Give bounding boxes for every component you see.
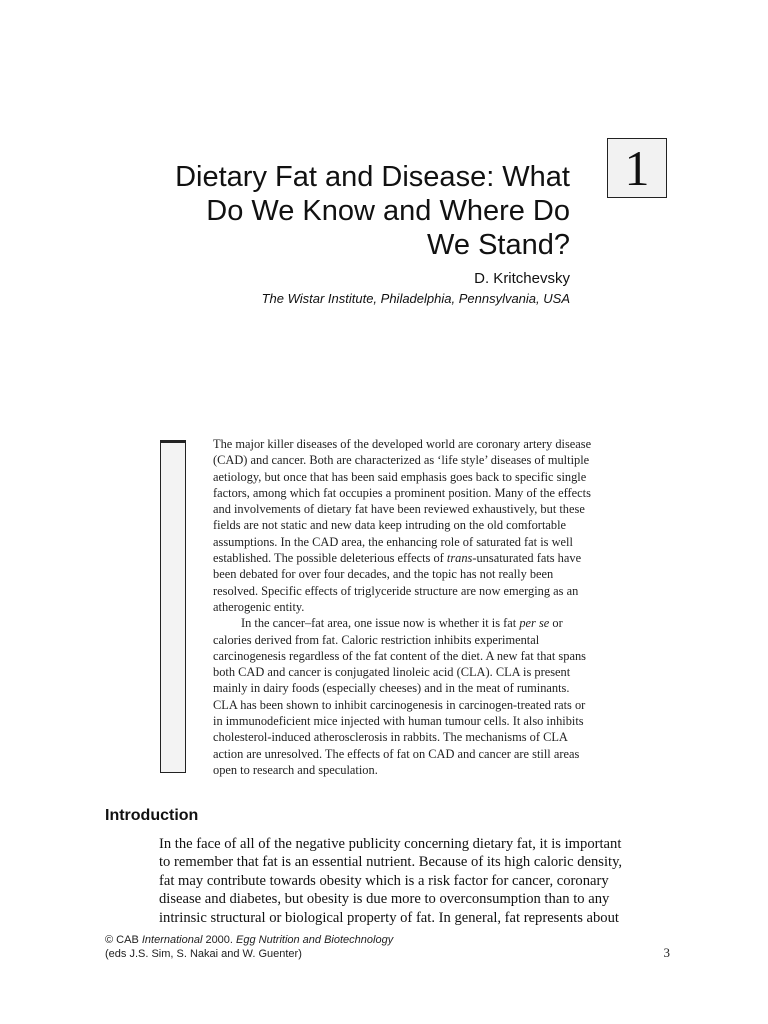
title-line-3: We Stand? <box>427 229 570 261</box>
footer-italic: International <box>141 934 203 946</box>
abstract-text: -unsaturated fats have <box>472 551 582 566</box>
abstract-line: been debated for over four decades, and the topic has not really been <box>213 567 554 582</box>
abstract-marker-bar <box>160 440 186 773</box>
copyright-footer <box>105 933 393 961</box>
abstract-italic-trans: trans <box>446 551 473 566</box>
abstract-line: cholesterol-induced atherosclerosis in rabbits. The mechanisms of CLA <box>213 730 568 745</box>
chapter-number-box <box>607 138 667 198</box>
body-line: to remember that fat is an essential nutrient. Because of its high caloric density, <box>159 854 623 871</box>
abstract-paragraph-2 <box>213 615 663 778</box>
author-affiliation: The Wistar Institute, Philadelphia, Pennsylvania, USA <box>261 291 570 306</box>
abstract-line: calories derived from fat. Caloric restriction inhibits experimental <box>213 632 540 647</box>
abstract-text: In the cancer–fat area, one issue now is whether it is fat <box>241 616 520 631</box>
abstract-line <box>213 615 663 631</box>
abstract-text: or <box>549 616 563 631</box>
abstract-line: The major killer diseases of the developed world are coronary artery disease <box>213 437 592 451</box>
abstract-line: fields are not static and new data keep intruding on the old comfortable <box>213 518 567 533</box>
chapter-number: 1 <box>624 140 650 196</box>
abstract-line: factors, among which fat occupies a prominent position. Many of the effects <box>213 485 591 500</box>
abstract <box>213 436 663 778</box>
abstract-line: action are unresolved. The effects of fat on CAD and cancer are still areas <box>213 746 580 761</box>
abstract-line: resolved. Specific effects of triglyceride structure are now emerging as an <box>213 583 579 598</box>
body-line: intrinsic structural or biological property of fat. In general, fat represents about <box>159 909 619 926</box>
body-line: In the face of all of the negative publicity concerning dietary fat, it is important <box>159 836 622 852</box>
introduction-paragraph <box>159 835 671 927</box>
footer-text: © CAB <box>105 934 142 946</box>
author-name: D. Kritchevsky <box>474 270 570 287</box>
abstract-line: atherogenic entity. <box>213 599 305 614</box>
abstract-text: established. The possible deleterious effects of <box>213 551 447 566</box>
body-line: disease and diabetes, but obesity is due more to overconsumption than to any <box>159 891 610 908</box>
abstract-line: (CAD) and cancer. Both are characterized as ‘life style’ diseases of multiple <box>213 453 590 468</box>
footer-text: 2000. <box>202 934 237 946</box>
abstract-paragraph-1 <box>213 436 663 615</box>
abstract-line: aetiology, but once that has been said emphasis goes back to specific single <box>213 469 587 484</box>
abstract-line <box>213 550 663 566</box>
footer-line-1 <box>105 933 393 947</box>
abstract-line: carcinogenesis regardless of the fat content of the diet. A new fat that spans <box>213 648 586 663</box>
abstract-line: CLA has been shown to inhibit carcinogenesis in carcinogen-treated rats or <box>213 697 586 712</box>
footer-line-2: (eds J.S. Sim, S. Nakai and W. Guenter) <box>105 948 302 960</box>
abstract-italic-per-se: per se <box>519 616 550 631</box>
title-line-1: Dietary Fat and Disease: What <box>175 161 570 193</box>
abstract-line: mainly in dairy foods (especially cheeses) and in the meat of ruminants. <box>213 681 570 696</box>
footer-book-title: Egg Nutrition and Biotechnology <box>236 934 394 946</box>
abstract-line: and involvements of dietary fat have been reviewed exhaustively, but these <box>213 502 585 517</box>
abstract-line: in immunodeficient mice injected with human tumour cells. It also inhibits <box>213 714 584 729</box>
abstract-line: both CAD and cancer is conjugated linoleic acid (CLA). CLA is present <box>213 665 571 680</box>
abstract-line: open to research and speculation. <box>213 762 378 777</box>
body-line: fat may contribute towards obesity which is a risk factor for cancer, coronary <box>159 872 609 889</box>
chapter-title <box>150 160 570 262</box>
abstract-line: assumptions. In the CAD area, the enhancing role of saturated fat is well <box>213 534 573 549</box>
page-number: 3 <box>663 945 670 960</box>
section-heading-introduction: Introduction <box>105 807 199 824</box>
title-line-2: Do We Know and Where Do <box>206 195 570 227</box>
